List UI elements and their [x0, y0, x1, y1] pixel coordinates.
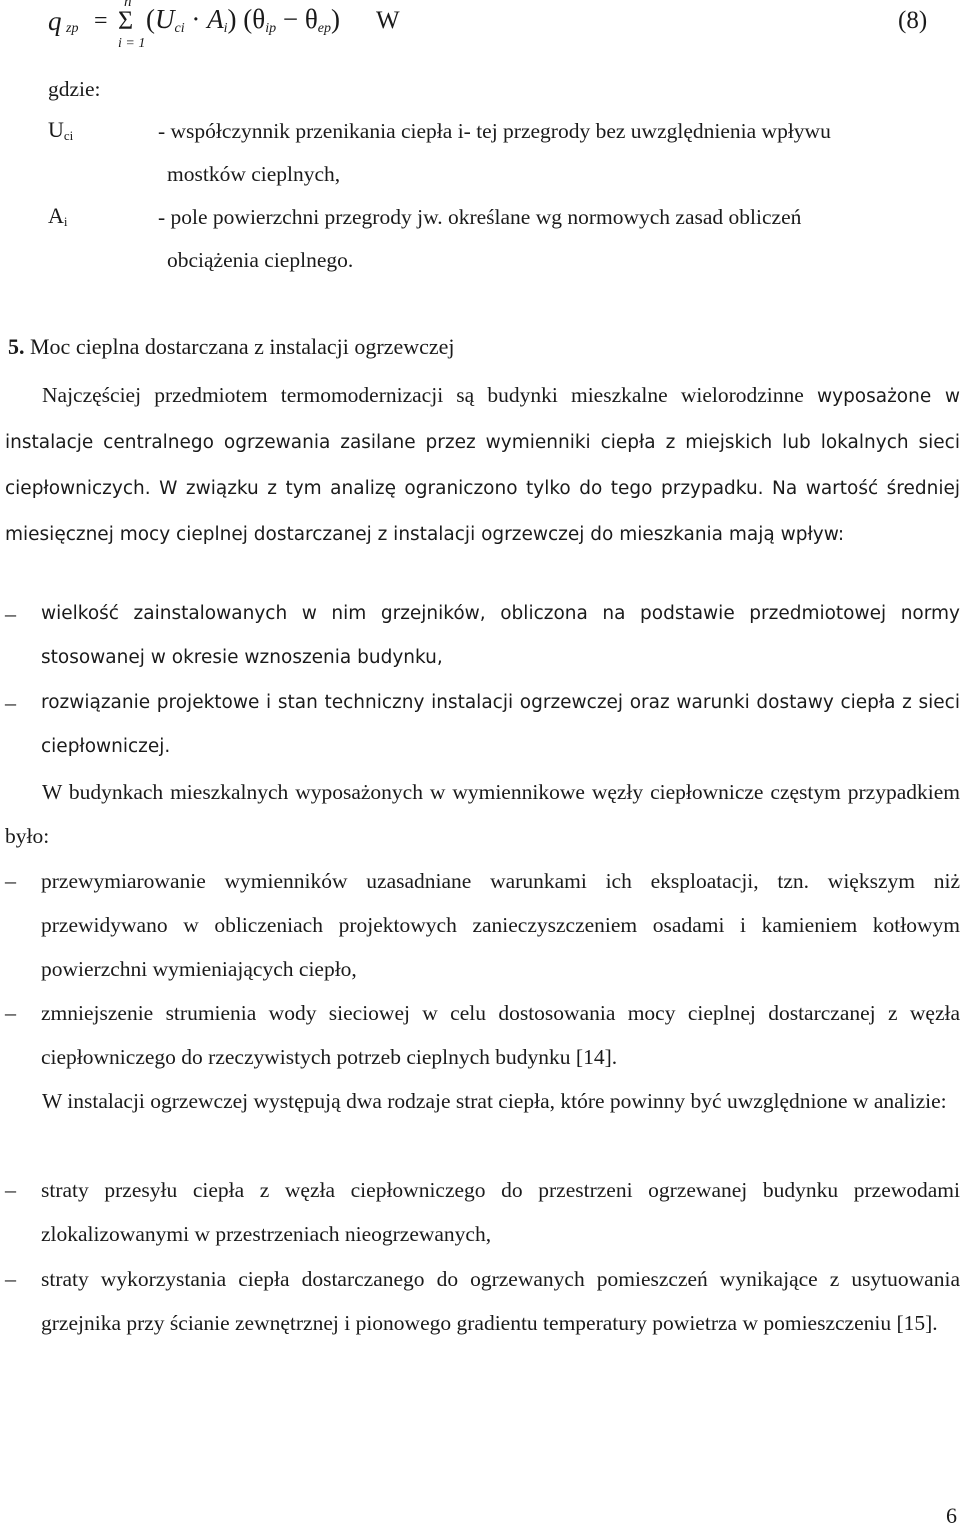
bullet-dash: – — [5, 1266, 16, 1291]
bullet-dash: – — [5, 1177, 16, 1202]
sum-symbol: Σ — [118, 6, 134, 35]
list-item-text: zmniejszenie strumienia wody sieciowej w celu dostosowania mocy cieplnej dostarczanej z węzła ciepłowniczego do rzeczywistych potrzeb cieplnych budynku [14]. — [41, 1001, 960, 1069]
bullet-dash: – — [5, 1000, 16, 1025]
paragraph-1-part-rest: Na wartość średniej miesięcznej mocy cieplnej dostarczanej z instalacji ogrzewczej do mieszkania mają wpływ: — [5, 478, 960, 545]
list-item — [5, 681, 960, 769]
list-item-text: straty przesyłu ciepła z węzła ciepłowniczego do przestrzeni ogrzewanej budynku przewodami zlokalizowanymi w przestrzeniach nieogrzewanych, — [41, 1178, 960, 1246]
list-item-text: rozwiązanie projektowe i stan techniczny instalacji ogrzewczej oraz warunki dostawy ciepła z sieci ciepłowniczej. — [41, 692, 960, 757]
list-item — [5, 859, 960, 991]
list-item — [5, 1257, 960, 1345]
definition-symbol-a: $A_i$ — [48, 203, 68, 229]
formula-8 — [48, 0, 948, 60]
list-item — [5, 991, 960, 1079]
sum-upper-limit: n — [124, 0, 132, 10]
list-item-text: straty wykorzystania ciepła dostarczanego do ogrzewanych pomieszczeń wynikające z usytuowania grzejnika przy ścianie zewnętrznej i pionowego gradientu temperatury powietrza w pomieszczeniu [15]. — [41, 1267, 960, 1335]
formula-equals: = — [94, 8, 108, 34]
bullet-dash: – — [5, 601, 16, 626]
list-item — [5, 1168, 960, 1256]
paragraph-1 — [5, 373, 960, 557]
sum-lower-limit: i = 1 — [118, 36, 146, 51]
paragraph-1-part-serif: Najczęściej przedmiotem termomodernizacji są budynki mieszkalne wielorodzinne — [42, 383, 804, 407]
section-heading: 5. Moc cieplna dostarczana z instalacji ogrzewczej — [8, 334, 455, 359]
paragraph-1-part-sans: wyposażone w instalacje centralnego ogrzewania zasilane przez wymienniki ciepła z miejskich lub lokalnych sieci ciepłowniczych. W związku z tym analizę ograniczono tylko do tego przypadku. — [5, 386, 960, 499]
equation-number: (8) — [898, 7, 928, 34]
formula-lhs-subscript: zp — [66, 21, 79, 36]
paragraph-2: W budynkach mieszkalnych wyposażonych w wymiennikowe węzły ciepłownicze częstym przypadkiem było: — [5, 780, 960, 848]
bullet-dash: – — [5, 868, 16, 893]
formula-body: $(U_{ci} \cdot A_i) (\theta_{ip} - \theta_{ep})$ — [146, 4, 340, 36]
list-item-text: przewymiarowanie wymienników uzasadniane warunkami ich eksploatacji, tzn. większym niż przewidywano w obliczeniach projektowych zanieczyszczeniem osadami i kamieniem kotłowym powierzchni wymieniających ciepło, — [41, 869, 960, 981]
page-number: 6 — [946, 1503, 957, 1528]
definition-text-u: - współczynnik przenikania ciepła i- tej przegrody bez uwzględnienia wpływu mostków cieplnych, — [158, 119, 831, 186]
paragraph-3: W instalacji ogrzewczej występują dwa rodzaje strat ciepła, które powinny być uwzględnione w analizie: — [42, 1089, 947, 1113]
formula-unit: W — [376, 7, 400, 34]
where-label: gdzie: — [48, 77, 101, 101]
definition-text-a: - pole powierzchni przegrody jw. określane wg normowych zasad obliczeń obciążenia cieplnego. — [158, 205, 802, 272]
bullet-dash: – — [5, 690, 16, 715]
definition-symbol-u: $U_{ci}$ — [48, 117, 74, 143]
list-item — [5, 592, 960, 680]
list-item-text: wielkość zainstalowanych w nim grzejników, obliczona na podstawie przedmiotowej normy stosowanej w okresie wznoszenia budynku, — [41, 603, 960, 668]
formula-lhs: q — [48, 6, 62, 36]
